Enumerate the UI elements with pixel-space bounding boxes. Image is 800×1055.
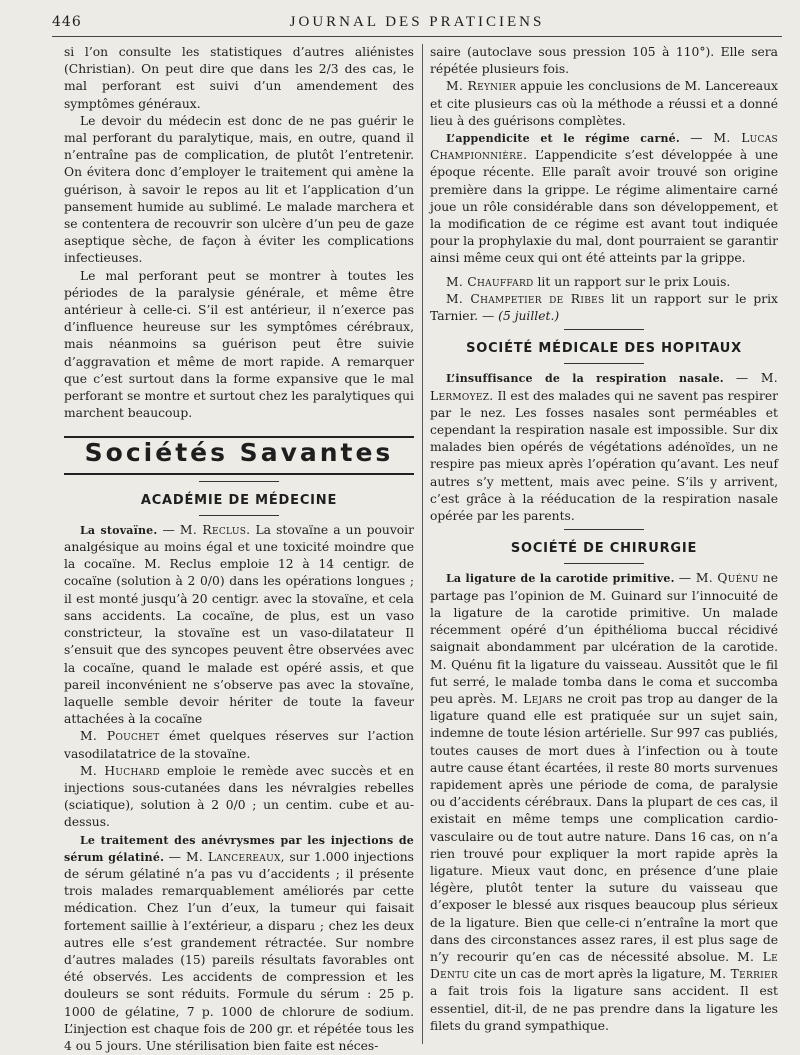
heading-rule bbox=[564, 363, 644, 364]
article-text: sur 1.000 injections de sérum gélatiné n’a pas vu d’accidents ; il présente trois malades remarquablement améliorés par cette médication. Chez l’un d’eux, la tumeur qui faisait fortement saillie à l’extérieur, a disparu ; chez les deux autres elle s’est grandement rétractée. Sur nombre d’autres malades (15) pareils résultats favorables ont été observés. Les accidents de compression et les douleurs se sont réduits. Formule du sérum : 25 p. 1000 de gélatine, 7 p. 1000 de chlorure de sodium. L’injection est chaque fois de 200 gr. et répétée tous les 4 ou 5 jours. Une stérilisation bien faite est néces- bbox=[64, 849, 414, 1053]
author-name: M. Chauffard bbox=[446, 274, 534, 289]
article-rubric: La stovaïne. bbox=[80, 523, 158, 537]
article-rubric: La ligature de la carotide primitive. bbox=[446, 572, 675, 586]
journal-title: JOURNAL DES PRATICIENS bbox=[289, 14, 545, 30]
article-paragraph: La stovaïne. — M. Reclus. La stovaïne a un pouvoir analgésique au moins égal et une toxicité moindre que la cocaïne. M. Reclus emploie 12 à 14 centigr. de cocaïne (solution à 2 0/0) dans les opérations longues ; il est monté jusqu’à 20 centigr. avec la stovaïne, et cela sans accidents. La cocaïne, de plus, est un vaso constricteur, la stovaïne est un vaso-dilatateur Il s’ensuit que des syncopes peuvent être observées avec la cocaïne, quand le malade est opéré assis, et que pareil inconvénient ne s’observe pas avec la stovaïne, laquelle semble devoir hériter de toute la faveur attachées à la cocaïne bbox=[64, 522, 414, 727]
section-banner bbox=[64, 436, 414, 474]
ornament-rule bbox=[199, 481, 279, 482]
author-name: — M. Lancereaux, bbox=[168, 849, 285, 864]
article-paragraph bbox=[430, 130, 778, 268]
article-text: ne croit pas trop au danger de la ligature quand elle est pratiquée sur un sujet sain, indemne de toute lésion artérielle. Sur 997 cas publiés, toutes causes de mort dues à l’infection ou à toute autre cause étant écartées, il reste 80 morts survenues rapidement après une période de coma, de paralysie ou d’accidents cérébraux. Dans la plupart de ces cas, il existait en même temps une complication cardio-vasculaire ou de tout autre nature. Dans 16 cas, on n’a rien trouvé pour expliquer la mort rapide après la ligature. Mieux vaut donc, en présence d’une plaie légère, plutôt tenter la suture du vaisseau que d’exposer le blessé aux risques beaucoup plus sérieux de la ligature. Bien que celle-ci n’entraîne la mort que dans des circonstances assez rares, il est plus sage de n’y recourir qu’en cas de nécessité absolue. bbox=[430, 691, 778, 964]
author-name: — M. Quénu bbox=[678, 571, 759, 586]
article-text: emploie le remède avec succès et en injections sous-cutanées dans les névralgies rebelles (sciatique), solution à 2 0/0 ; un centim. cube et au-dessus. bbox=[64, 763, 414, 830]
heading-rule bbox=[199, 515, 279, 516]
article-text: L’appendicite s’est développée à une époque récente. Elle paraît avoir trouvé son origine première dans la grippe. Le régime alimentaire carné joue un rôle considérable dans son développement, et la modification de ce régime est avant tout indiquée pour la prophylaxie du mal, dont pourraient se garantir ainsi même ceux qui ont été atteints par la grippe. bbox=[430, 148, 778, 266]
article-paragraph bbox=[430, 291, 778, 325]
author-name: M. Champetier de Ribes bbox=[446, 291, 605, 306]
paragraph: saire (autoclave sous pression 105 à 110°). Elle sera répétée plusieurs fois. bbox=[430, 45, 778, 77]
article-paragraph bbox=[64, 763, 414, 832]
article-text: émet quelques réserves sur l’action vasodilatatrice de la stovaïne. bbox=[64, 729, 414, 761]
session-date: — (5 juillet.) bbox=[481, 309, 560, 324]
section-heading-chirurgie: SOCIÉTÉ DE CHIRURGIE bbox=[510, 541, 698, 557]
section-heading-hopitaux: SOCIÉTÉ MÉDICALE DES HOPITAUX bbox=[466, 341, 742, 357]
article-text: appuie les conclusions de M. Lancereaux et cite plusieurs cas où la méthode a réussi et a donné lieu à des guérisons complètes. bbox=[430, 79, 778, 128]
author-name: M. Lejars bbox=[501, 691, 563, 706]
banner-title: Sociétés Savantes bbox=[84, 438, 394, 468]
author-name: — M. Lermoyez. bbox=[430, 371, 778, 403]
article-text: La stovaïne a un pouvoir analgésique au moins égal et une toxicité moindre que la cocaïne. M. Reclus emploie 12 à 14 centigr. de cocaïne (solution à 2 0/0) dans les opérations longues ; il est monté jusqu’à 20 centigr. avec la stovaïne, et cela sans accidents. La cocaïne, de plus, est un vaso constricteur, la stovaïne est un vaso-dilatateur Il s’ensuit que des syncopes peuvent être observées avec la cocaïne, quand le malade est opéré assis, et que pareil inconvénient ne s’observe pas avec la stovaïne, laquelle semble devoir hériter de toute la faveur attachées à la cocaïne bbox=[64, 522, 414, 727]
article-paragraph bbox=[430, 274, 778, 291]
article-rubric: Le traitement des anévrysmes par les injections de sérum gélatiné. bbox=[64, 833, 414, 864]
article-rubric: L’insuffisance de la respiration nasale. bbox=[446, 372, 724, 386]
article-paragraph bbox=[430, 570, 778, 1034]
page-header bbox=[52, 12, 782, 37]
author-name: M. Terrier bbox=[709, 967, 778, 982]
article-rubric: L’appendicite et le régime carné. bbox=[446, 132, 680, 146]
page-number: 446 bbox=[52, 14, 82, 30]
article-paragraph bbox=[64, 832, 414, 1055]
article-text: a fait trois fois la ligature sans accident. Il est essentiel, dit-il, de ne pas prendre dans la ligature les filets du grand sympathique. bbox=[430, 984, 778, 1033]
heading-rule bbox=[564, 329, 644, 330]
author-name: M. Reclus. bbox=[179, 522, 251, 537]
column-divider bbox=[422, 44, 423, 1044]
article-paragraph bbox=[430, 78, 778, 130]
author-name: M. Pouchet bbox=[80, 729, 160, 744]
article-text: ne partage pas l’opinion de M. Guinard sur l’innocuité de la ligature de la carotide primitive. Un malade récemment opéré d’un épithélioma buccal récidivé saignait abondamment par ulcération de la carotide. M. Quénu fit la ligature du vaisseau. Aussitôt que le fil fut serré, le malade tomba dans le coma et succomba peu après. bbox=[430, 571, 778, 706]
left-column bbox=[64, 44, 414, 1053]
article-text: lit un rapport sur le prix Tarnier. bbox=[430, 291, 778, 324]
right-column bbox=[430, 44, 778, 1033]
paragraph: Le mal perforant peut se montrer à toutes les périodes de la paralysie générale, et même être antérieur à celle-ci. S’il est antérieur, il n’exerce pas d’influence heureuse sur les symptômes cérébraux, mais néanmoins sa guérison peut être suivie d’aggravation et même de mort rapide. A remarquer que c’est surtout dans la forme expansive que le mal perforant se montre et surtout chez les paralytiques qui marchent beaucoup. bbox=[64, 268, 414, 421]
heading-rule bbox=[564, 563, 644, 564]
article-paragraph bbox=[64, 728, 414, 762]
section-heading-academie: ACADÉMIE DE MÉDECINE bbox=[140, 492, 338, 508]
article-text: Il est des malades qui ne savent pas respirer par le nez. Les fosses nasales sont perméables et cependant la respiration nasale est impossible. Sur dix malades bien opérés de végétations adénoïdes, un ne respire pas mieux après l’opération qu’avant. Les neuf autres s’y mettent, mais avec peine. S’ils y arrivent, c’est grâce à la rééducation de la respiration nasale opérée par les parents. bbox=[430, 388, 778, 524]
article-paragraph bbox=[430, 370, 778, 525]
paragraph: Le devoir du médecin est donc de ne pas guérir le mal perforant du paralytique, mais, en outre, quand il n’entraîne pas de complication, de plutôt l’entretenir. On évitera donc d’employer le traitement qui amène la guérison, à savoir le repos au lit et l’application d’un pansement humide au sublimé. Le malade marchera et se contentera de recouvrir son ulcère d’un peu de gaze aseptique sèche, de façon à éviter les complications infectieuses. bbox=[64, 113, 414, 266]
article-text: cite un cas de mort après la ligature, bbox=[473, 967, 706, 982]
author-name: M. Reynier bbox=[446, 79, 517, 94]
paragraph: si l’on consulte les statistiques d’autres aliénistes (Christian). On peut dire que dans les 2/3 des cas, le mal perforant est suivi d’un amendement des symptômes généraux. bbox=[64, 45, 414, 111]
heading-rule bbox=[564, 529, 644, 530]
author-name: — M. Lucas Championnière. bbox=[430, 131, 778, 163]
author-name: M. Le Dentu bbox=[430, 949, 778, 982]
article-text: lit un rapport sur le prix Louis. bbox=[537, 274, 731, 289]
author-name: M. Huchard bbox=[80, 763, 160, 778]
